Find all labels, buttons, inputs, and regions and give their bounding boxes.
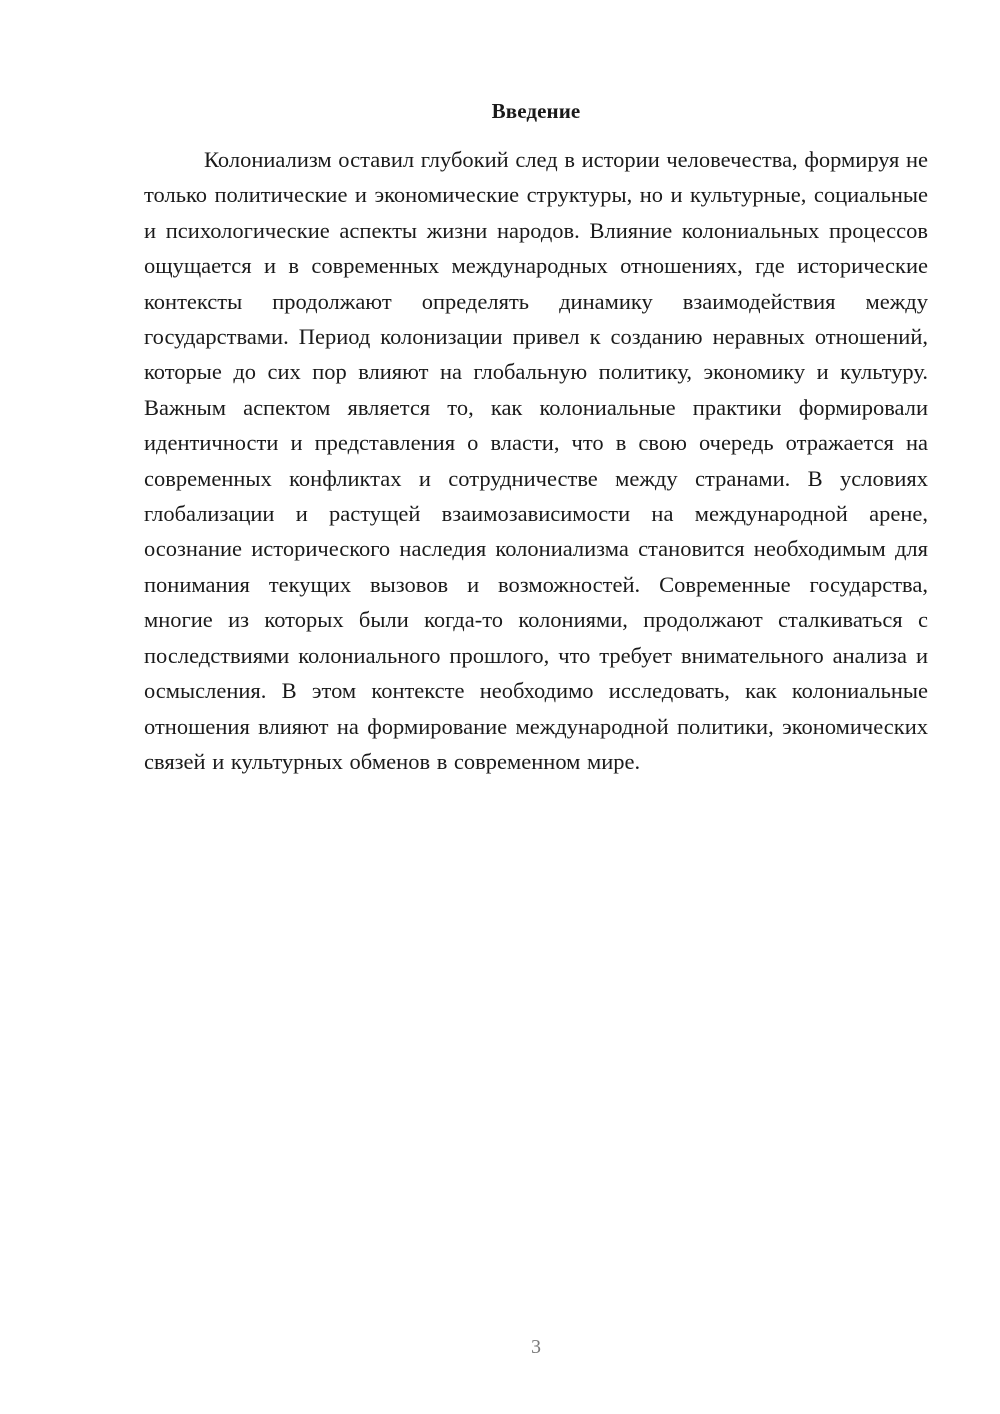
page-number: 3 bbox=[531, 1336, 541, 1358]
intro-paragraph: Колониализм оставил глубокий след в истории человечества, формируя не только политические и экономические структуры, но и культурные, социальные и психологические аспекты жизни народов. Влияние колониальных процессов ощущается и в современных международных отношениях, где исторические контексты продолжают определять динамику взаимодействия между государствами. Период колонизации привел к созданию неравных отношений, которые до сих пор влияют на глобальную политику, экономику и культуру. Важным аспектом является то, как колониальные практики формировали идентичности и представления о власти, что в свою очередь отражается на современных конфликтах и сотрудничестве между странами. В условиях глобализации и растущей взаимозависимости на международной арене, осознание исторического наследия колониализма становится необходимым для понимания текущих вызовов и возможностей. Современные государства, многие из которых были когда-то колониями, продолжают сталкиваться с последствиями колониального прошлого, что требует внимательного анализа и осмысления. В этом контексте необходимо исследовать, как колониальные отношения влияют на формирование международной политики, экономических связей и культурных обменов в современном мире. bbox=[144, 147, 928, 774]
section-heading: Введение bbox=[491, 99, 581, 123]
